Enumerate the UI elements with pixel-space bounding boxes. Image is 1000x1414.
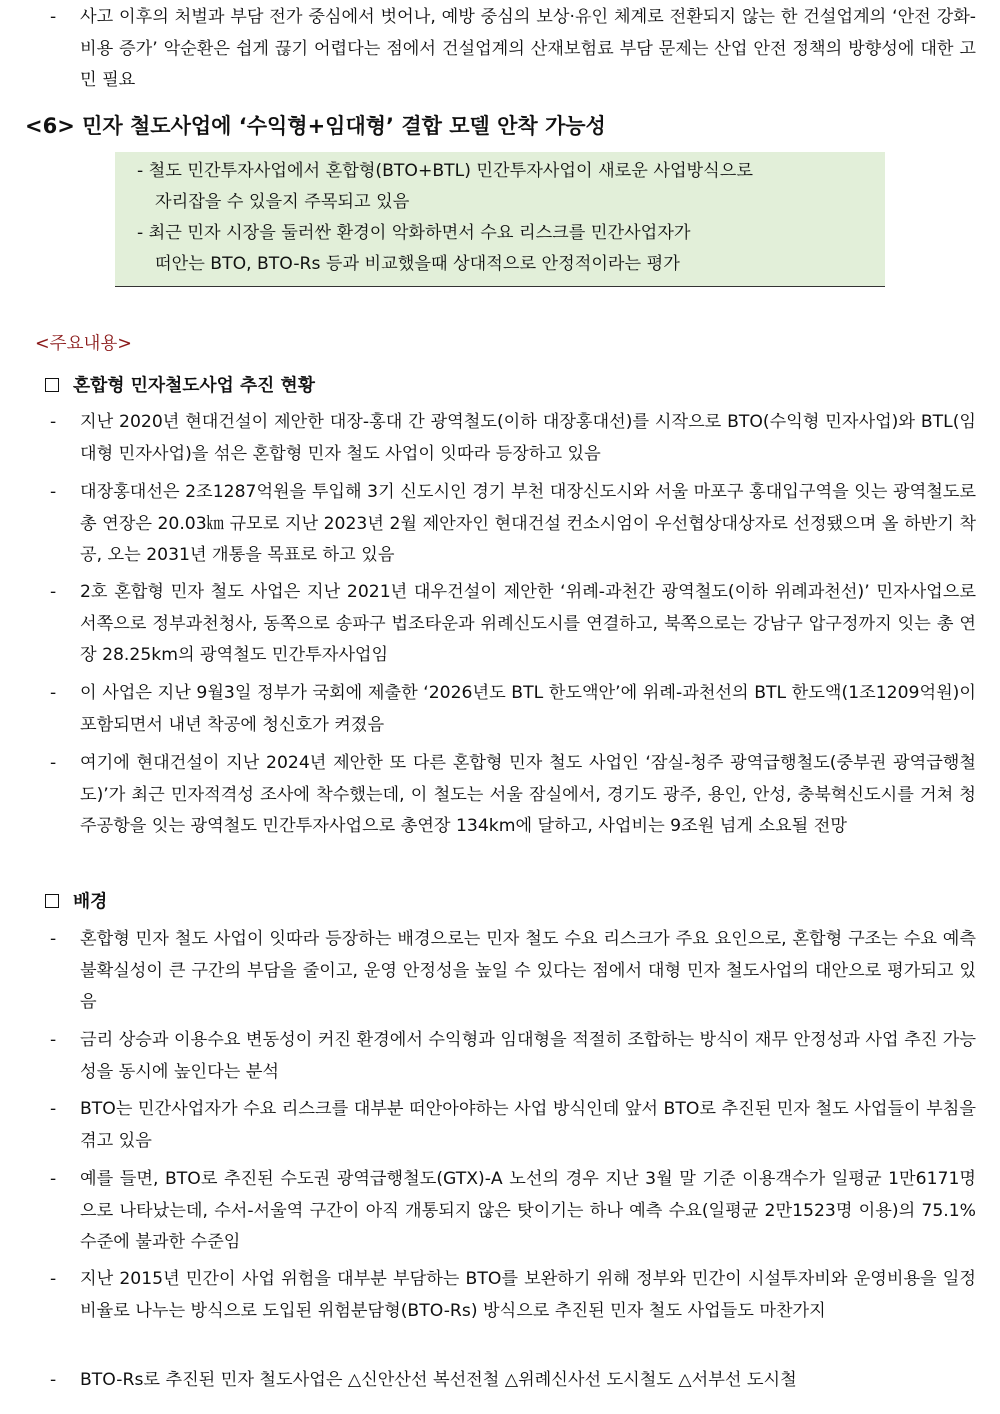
bullet-dash: -: [50, 1269, 57, 1289]
subheading-text: 혼합형 민자철도사업 추진 현황: [73, 375, 315, 396]
bullet-dash: -: [50, 753, 57, 773]
bullet-text: 혼합형 민자 철도 사업이 잇따라 등장하는 배경으로는 민자 철도 수요 리스크가 주요 요인으로, 혼합형 구조는 수요 예측 불확실성이 큰 구간의 부담을 줄이고, 운영 안정성을 높일 수 있다는 점에서 대형 민자 철도사업의 대안으로 평가되고 있음: [80, 929, 976, 1012]
list-item: [50, 577, 976, 672]
bullet-dash: -: [50, 683, 57, 703]
bullet-text: 사고 이후의 처벌과 부담 전가 중심에서 벗어나, 예방 중심의 보상·유인 체계로 전환되지 않는 한 건설업계의 ‘안전 강화-비용 증가’ 악순환은 쉽게 끊기 어렵다는 점에서 건설업계의 산재보험료 부담 문제는 산업 안전 정책의 방향성에 대한 고민 필요: [80, 7, 976, 90]
bullet-text: 금리 상승과 이용수요 변동성이 커진 환경에서 수익형과 임대형을 적절히 조합하는 방식이 재무 안정성과 사업 추진 가능성을 동시에 높인다는 분석: [80, 1030, 976, 1082]
list-item: [50, 1164, 976, 1259]
subheading-background: [45, 888, 107, 913]
checkbox-square-icon: [45, 894, 59, 908]
bullet-dash: -: [50, 1030, 57, 1050]
list-item: [50, 748, 976, 843]
subheading-text: 배경: [73, 891, 108, 912]
bullet-text: 예를 들면, BTO로 추진된 수도권 광역급행철도(GTX)-A 노선의 경우 지난 3월 말 기준 이용객수가 일평균 1만6171명으로 나타났는데, 수서-서울역 구간이 아직 개통되지 않은 탓이기는 하나 예측 수요(일평균 2만1523명 이용)의 75.1% 수준에 불과한 수준임: [80, 1169, 976, 1252]
intro-bullet: [50, 2, 976, 97]
bullet-text: 지난 2020년 현대건설이 제안한 대장-홍대 간 광역철도(이하 대장홍대선)를 시작으로 BTO(수익형 민자사업)와 BTL(임대형 민자사업)을 섞은 혼합형 민자 철도 사업이 잇따라 등장하고 있음: [80, 412, 976, 464]
list-item: [50, 407, 976, 470]
bullet-dash: -: [50, 1169, 57, 1189]
section-title: <6> 민자 철도사업에 ‘수익형+임대형’ 결합 모델 안착 가능성: [25, 114, 606, 138]
summary-box: [115, 152, 885, 287]
bullet-text: BTO-Rs로 추진된 민자 철도사업은 △신안산선 복선전철 △위례신사선 도시철도 △서부선 도시철: [80, 1370, 797, 1390]
bullet-text: 이 사업은 지난 9월3일 정부가 국회에 제출한 ‘2026년도 BTL 한도액안’에 위례-과천선의 BTL 한도액(1조1209억원)이 포함되면서 내년 착공에 청신호가 켜졌음: [80, 683, 976, 735]
subheading-status: [45, 372, 315, 397]
list-item: [50, 1365, 976, 1397]
summary-line: 떠안는 BTO, BTO-Rs 등과 비교했을때 상대적으로 안정적이라는 평가: [155, 254, 680, 274]
list-item: [50, 1025, 976, 1088]
bullet-dash: -: [50, 412, 57, 432]
summary-line: - 최근 민자 시장을 둘러싼 환경이 악화하면서 수요 리스크를 민간사업자가: [137, 223, 691, 243]
checkbox-square-icon: [45, 378, 59, 392]
bullet-text: 지난 2015년 민간이 사업 위험을 대부분 부담하는 BTO를 보완하기 위해 정부와 민간이 시설투자비와 운영비용을 일정 비율로 나누는 방식으로 도입된 위험분담형(BTO-Rs) 방식으로 추진된 민자 철도 사업들도 마찬가지: [80, 1269, 976, 1321]
bullet-dash: -: [50, 1370, 57, 1390]
list-item: [50, 1094, 976, 1157]
bullet-dash: -: [50, 582, 57, 602]
list-item: [50, 477, 976, 572]
bullet-dash: -: [50, 7, 57, 27]
bullet-text: BTO는 민간사업자가 수요 리스크를 대부분 떠안아야하는 사업 방식인데 앞서 BTO로 추진된 민자 철도 사업들이 부침을 겪고 있음: [80, 1099, 976, 1151]
bullet-text: 여기에 현대건설이 지난 2024년 제안한 또 다른 혼합형 민자 철도 사업인 ‘잠실-청주 광역급행철도(중부권 광역급행철도)’가 최근 민자적격성 조사에 착수했는데, 이 철도는 서울 잠실에서, 경기도 광주, 용인, 안성, 충북혁신도시를 거쳐 청주공항을 잇는 광역철도 민간투자사업으로 총연장 134km에 달하고, 사업비는 9조원 넘게 소요될 전망: [80, 753, 976, 836]
bullet-dash: -: [50, 482, 57, 502]
bullet-dash: -: [50, 929, 57, 949]
list-item: [50, 924, 976, 1019]
list-item: [50, 678, 976, 741]
main-contents-label: <주요내용>: [35, 334, 132, 354]
summary-line: 자리잡을 수 있을지 주목되고 있음: [155, 192, 410, 212]
bullet-text: 대장홍대선은 2조1287억원을 투입해 3기 신도시인 경기 부천 대장신도시와 서울 마포구 홍대입구역을 잇는 광역철도로 총 연장은 20.03㎞ 규모로 지난 2023년 2월 제안자인 현대건설 컨소시엄이 우선협상대상자로 선정됐으며 올 하반기 착공, 오는 2031년 개통을 목표로 하고 있음: [80, 482, 976, 565]
list-item: [50, 1264, 976, 1327]
bullet-text: 2호 혼합형 민자 철도 사업은 지난 2021년 대우건설이 제안한 ‘위례-과천간 광역철도(이하 위례과천선)’ 민자사업으로 서쪽으로 정부과천청사, 동쪽으로 송파구 법조타운과 위례신도시를 연결하고, 북쪽으로는 강남구 압구정까지 잇는 총 연장 28.25km의 광역철도 민간투자사업임: [80, 582, 976, 665]
bullet-dash: -: [50, 1099, 57, 1119]
summary-line: - 철도 민간투자사업에서 혼합형(BTO+BTL) 민간투자사업이 새로운 사업방식으로: [137, 161, 753, 181]
